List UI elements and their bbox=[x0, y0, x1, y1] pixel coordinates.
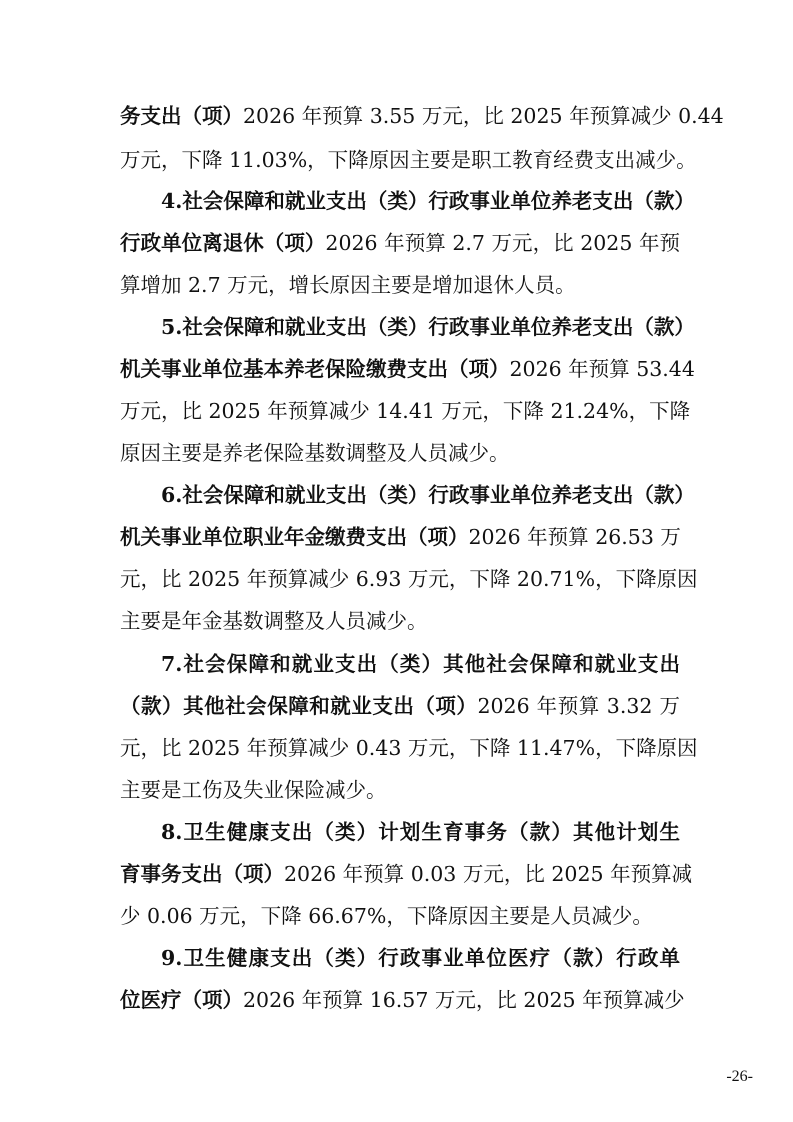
text-run: 2026 年预算 16.57 万元，比 2025 年预算减少 bbox=[243, 988, 685, 1012]
text-line bbox=[161, 820, 680, 844]
text-run: 主要是工伤及失业保险减少。 bbox=[120, 778, 387, 802]
text-line bbox=[120, 736, 698, 760]
heading-run: 5.社会保障和就业支出（类）行政事业单位养老支出（款） bbox=[161, 315, 695, 339]
text-line bbox=[120, 862, 693, 886]
text-line bbox=[161, 483, 695, 507]
text-line bbox=[120, 399, 691, 423]
text-run: 元，比 2025 年预算减少 6.93 万元，下降 20.71%，下降原因 bbox=[120, 567, 698, 591]
text-line bbox=[120, 567, 698, 591]
text-line bbox=[120, 273, 680, 297]
text-run: 主要是年金基数调整及人员减少。 bbox=[120, 609, 428, 633]
heading-run: 育事务支出（项） bbox=[120, 862, 284, 886]
heading-run: 位医疗（项） bbox=[120, 988, 243, 1012]
text-run: 万元，比 2025 年预算减少 14.41 万元，下降 21.24%，下降 bbox=[120, 399, 691, 423]
heading-run: 行政单位离退休（项） bbox=[120, 231, 326, 255]
heading-run: 机关事业单位职业年金缴费支出（项） bbox=[120, 525, 469, 549]
text-line bbox=[120, 694, 680, 718]
page-number: -26- bbox=[726, 1068, 753, 1085]
heading-run: 机关事业单位基本养老保险缴费支出（项） bbox=[120, 357, 510, 381]
text-run: 2026 年预算 3.55 万元，比 2025 年预算减少 0.44 bbox=[243, 104, 724, 128]
text-run: 万元，下降 11.03%，下降原因主要是职工教育经费支出减少。 bbox=[120, 148, 697, 172]
text-line bbox=[120, 609, 680, 633]
text-line bbox=[161, 946, 680, 970]
text-line bbox=[120, 988, 685, 1012]
text-line bbox=[161, 315, 695, 339]
text-line bbox=[120, 231, 680, 255]
text-line bbox=[161, 189, 695, 213]
heading-run: （款）其他社会保障和就业支出（项） bbox=[120, 694, 478, 718]
text-run: 2026 年预算 53.44 bbox=[509, 357, 695, 381]
heading-run: 4.社会保障和就业支出（类）行政事业单位养老支出（款） bbox=[161, 189, 695, 213]
text-line bbox=[120, 778, 680, 802]
text-run: 2026 年预算 3.32 万 bbox=[477, 694, 680, 718]
text-line bbox=[120, 104, 724, 128]
heading-run: 务支出（项） bbox=[120, 104, 243, 128]
text-run: 2026 年预算 0.03 万元，比 2025 年预算减 bbox=[284, 862, 693, 886]
heading-run: 8.卫生健康支出（类）计划生育事务（款）其他计划生 bbox=[161, 820, 680, 844]
heading-run: 7.社会保障和就业支出（类）其他社会保障和就业支出 bbox=[161, 652, 680, 676]
text-line bbox=[120, 148, 697, 172]
text-run: 2026 年预算 2.7 万元，比 2025 年预 bbox=[325, 231, 680, 255]
heading-run: 6.社会保障和就业支出（类）行政事业单位养老支出（款） bbox=[161, 483, 695, 507]
text-line bbox=[120, 525, 680, 549]
text-line bbox=[120, 904, 680, 928]
text-run: 算增加 2.7 万元，增长原因主要是增加退休人员。 bbox=[120, 273, 576, 297]
text-line bbox=[161, 652, 680, 676]
text-run: 少 0.06 万元，下降 66.67%，下降原因主要是人员减少。 bbox=[120, 904, 653, 928]
heading-run: 9.卫生健康支出（类）行政事业单位医疗（款）行政单 bbox=[161, 946, 680, 970]
text-run: 元，比 2025 年预算减少 0.43 万元，下降 11.47%，下降原因 bbox=[120, 736, 698, 760]
text-run: 2026 年预算 26.53 万 bbox=[468, 525, 681, 549]
text-line bbox=[120, 441, 680, 465]
text-run: 原因主要是养老保险基数调整及人员减少。 bbox=[120, 441, 510, 465]
text-line bbox=[120, 357, 695, 381]
